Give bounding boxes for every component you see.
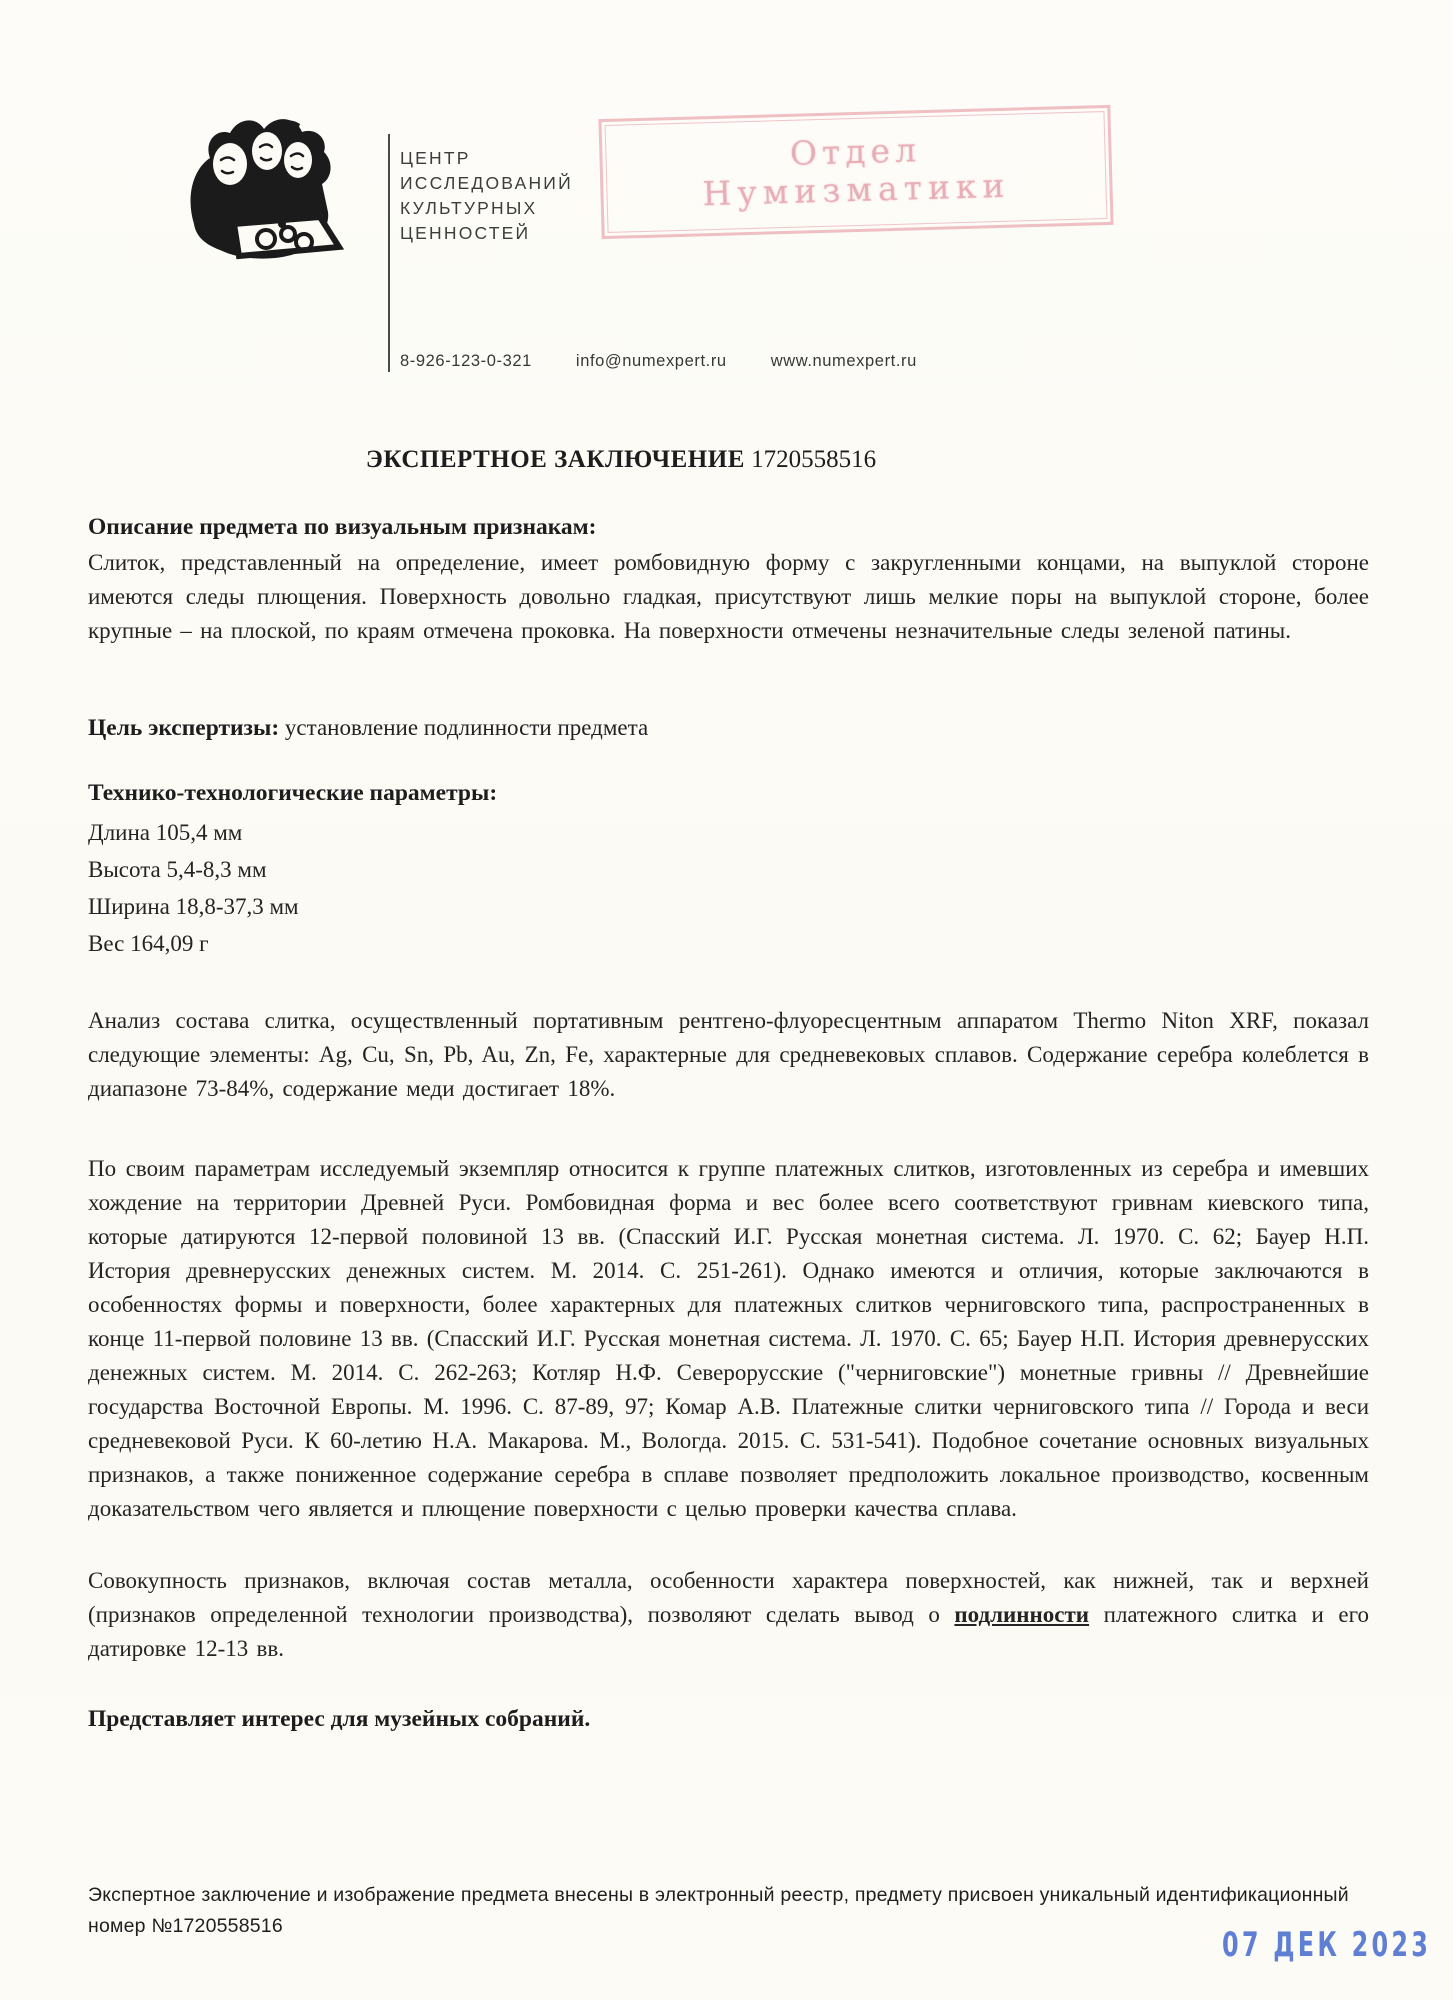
document-number: 1720558516: [751, 446, 877, 473]
parameters-heading: Технико-технологические параметры:: [88, 780, 498, 806]
parameter-width: Ширина 18,8-37,3 мм: [88, 894, 299, 919]
purpose-line: [88, 712, 1369, 744]
conclusion-text-start: Совокупность признаков, включая состав металла, особенности характера поверхностей, как нижней, так и верхней (признаков определенной технологии производства), позволяют сделать вывод о: [88, 1568, 1369, 1627]
org-name: [400, 146, 573, 246]
authenticity-emphasis: подлинности: [954, 1602, 1090, 1627]
analysis-paragraph: Анализ состава слитка, осуществленный портативным рентгено-флуоресцентным аппаратом Thermo Niton XRF, показал следующие элементы: Ag, Cu, Sn, Pb, Au, Zn, Fe, характерные для средневековых сплавов. Содержание серебра колеблется в диапазоне 73-84%, содержание меди достигает 18%.: [88, 1008, 1369, 1101]
org-logo: [178, 106, 350, 266]
description-paragraph: Слиток, представленный на определение, имеет ромбовидную форму с закругленными концами, на выпуклой стороне имеются следы плющения. Поверхность довольно гладкая, присутствуют лишь мелкие поры на выпуклой стороне, более крупные – на плоской, по краям отмечена проковка. На поверхности отмечены незначительные следы зеленой патины.: [88, 550, 1369, 643]
purpose-text: установление подлинности предмета: [284, 715, 649, 740]
document-title-label: ЭКСПЕРТНОЕ ЗАКЛЮЧЕНИЕ: [365, 446, 745, 473]
conclusion-text-end: платежного слитка и его датировке 12-13 вв.: [88, 1602, 1369, 1661]
stamp-text-line: Нумизматики: [701, 165, 1012, 214]
numismatists-illustration-icon: [178, 106, 350, 266]
conclusion-paragraph: [88, 1564, 1369, 1666]
document-title: [88, 446, 1369, 474]
attribution-paragraph: По своим параметрам исследуемый экземпляр относится к группе платежных слитков, изготовленных из серебра и имевших хождение на территории Древней Руси. Ромбовидная форма и вес более всего соответствуют гривнам киевского типа, которые датируются 12-первой половиной 13 вв. (Спасский И.Г. Русская монетная система. Л. 1970. С. 62; Бауер Н.П. История древнерусских денежных систем. М. 2014. С. 251-261). Однако имеются и отличия, которые заключаются в особенностях формы и поверхности, более характерных для платежных слитков черниговского типа, распространенных в конце 11-первой половине 13 вв. (Спасский И.Г. Русская монетная система. Л. 1970. С. 65; Бауер Н.П. История древнерусских денежных систем. М. 2014. С. 262-263; Котляр Н.Ф. Северорусские ("черниговские") монетные гривны // Древнейшие государства Восточной Европы. М. 1996. С. 87-89, 97; Комар А.В. Платежные слитки черниговского типа // Города и веси средневековой Руси. К 60-летию Н.А. Макарова. М., Вологда. 2015. С. 531-541). Подобное сочетание основных визуальных признаков, а также пониженное содержание серебра в сплаве позволяет предположить локальное производство, косвенным доказательством чего является и плющение поверхности с целью проверки качества сплава.: [88, 1156, 1369, 1521]
website-url: www.numexpert.ru: [770, 352, 917, 370]
parameter-weight: Вес 164,09 г: [88, 931, 209, 956]
header-divider: [388, 134, 390, 372]
parameters-list: [88, 814, 1369, 962]
phone-number: 8-926-123-0-321: [400, 352, 532, 370]
org-name-line: ИССЛЕДОВАНИЙ: [400, 173, 573, 193]
stamp-text-line: Отдел: [789, 130, 922, 173]
parameter-height: Высота 5,4-8,3 мм: [88, 857, 267, 882]
department-stamp-frame: [605, 111, 1108, 233]
date-stamp: 07 ДЕК 2023: [1222, 1926, 1432, 1965]
department-stamp: [598, 105, 1113, 239]
museum-interest-note: Представляет интерес для музейных собраний.: [88, 1706, 591, 1732]
email-address: info@numexpert.ru: [575, 352, 727, 370]
description-heading: Описание предмета по визуальным признакам:: [88, 514, 597, 540]
purpose-label: Цель экспертизы:: [88, 715, 280, 741]
document-body: [88, 446, 1369, 1733]
org-name-line: ЦЕНТР: [400, 148, 471, 168]
contact-bar: [400, 352, 917, 371]
org-name-line: КУЛЬТУРНЫХ: [400, 198, 538, 218]
org-name-line: ЦЕННОСТЕЙ: [400, 223, 531, 243]
registry-note: Экспертное заключение и изображение предмета внесены в электронный реестр, предмету присвоен уникальный идентификационный номер №1720558516: [88, 1884, 1349, 1937]
parameter-length: Длина 105,4 мм: [88, 820, 243, 845]
